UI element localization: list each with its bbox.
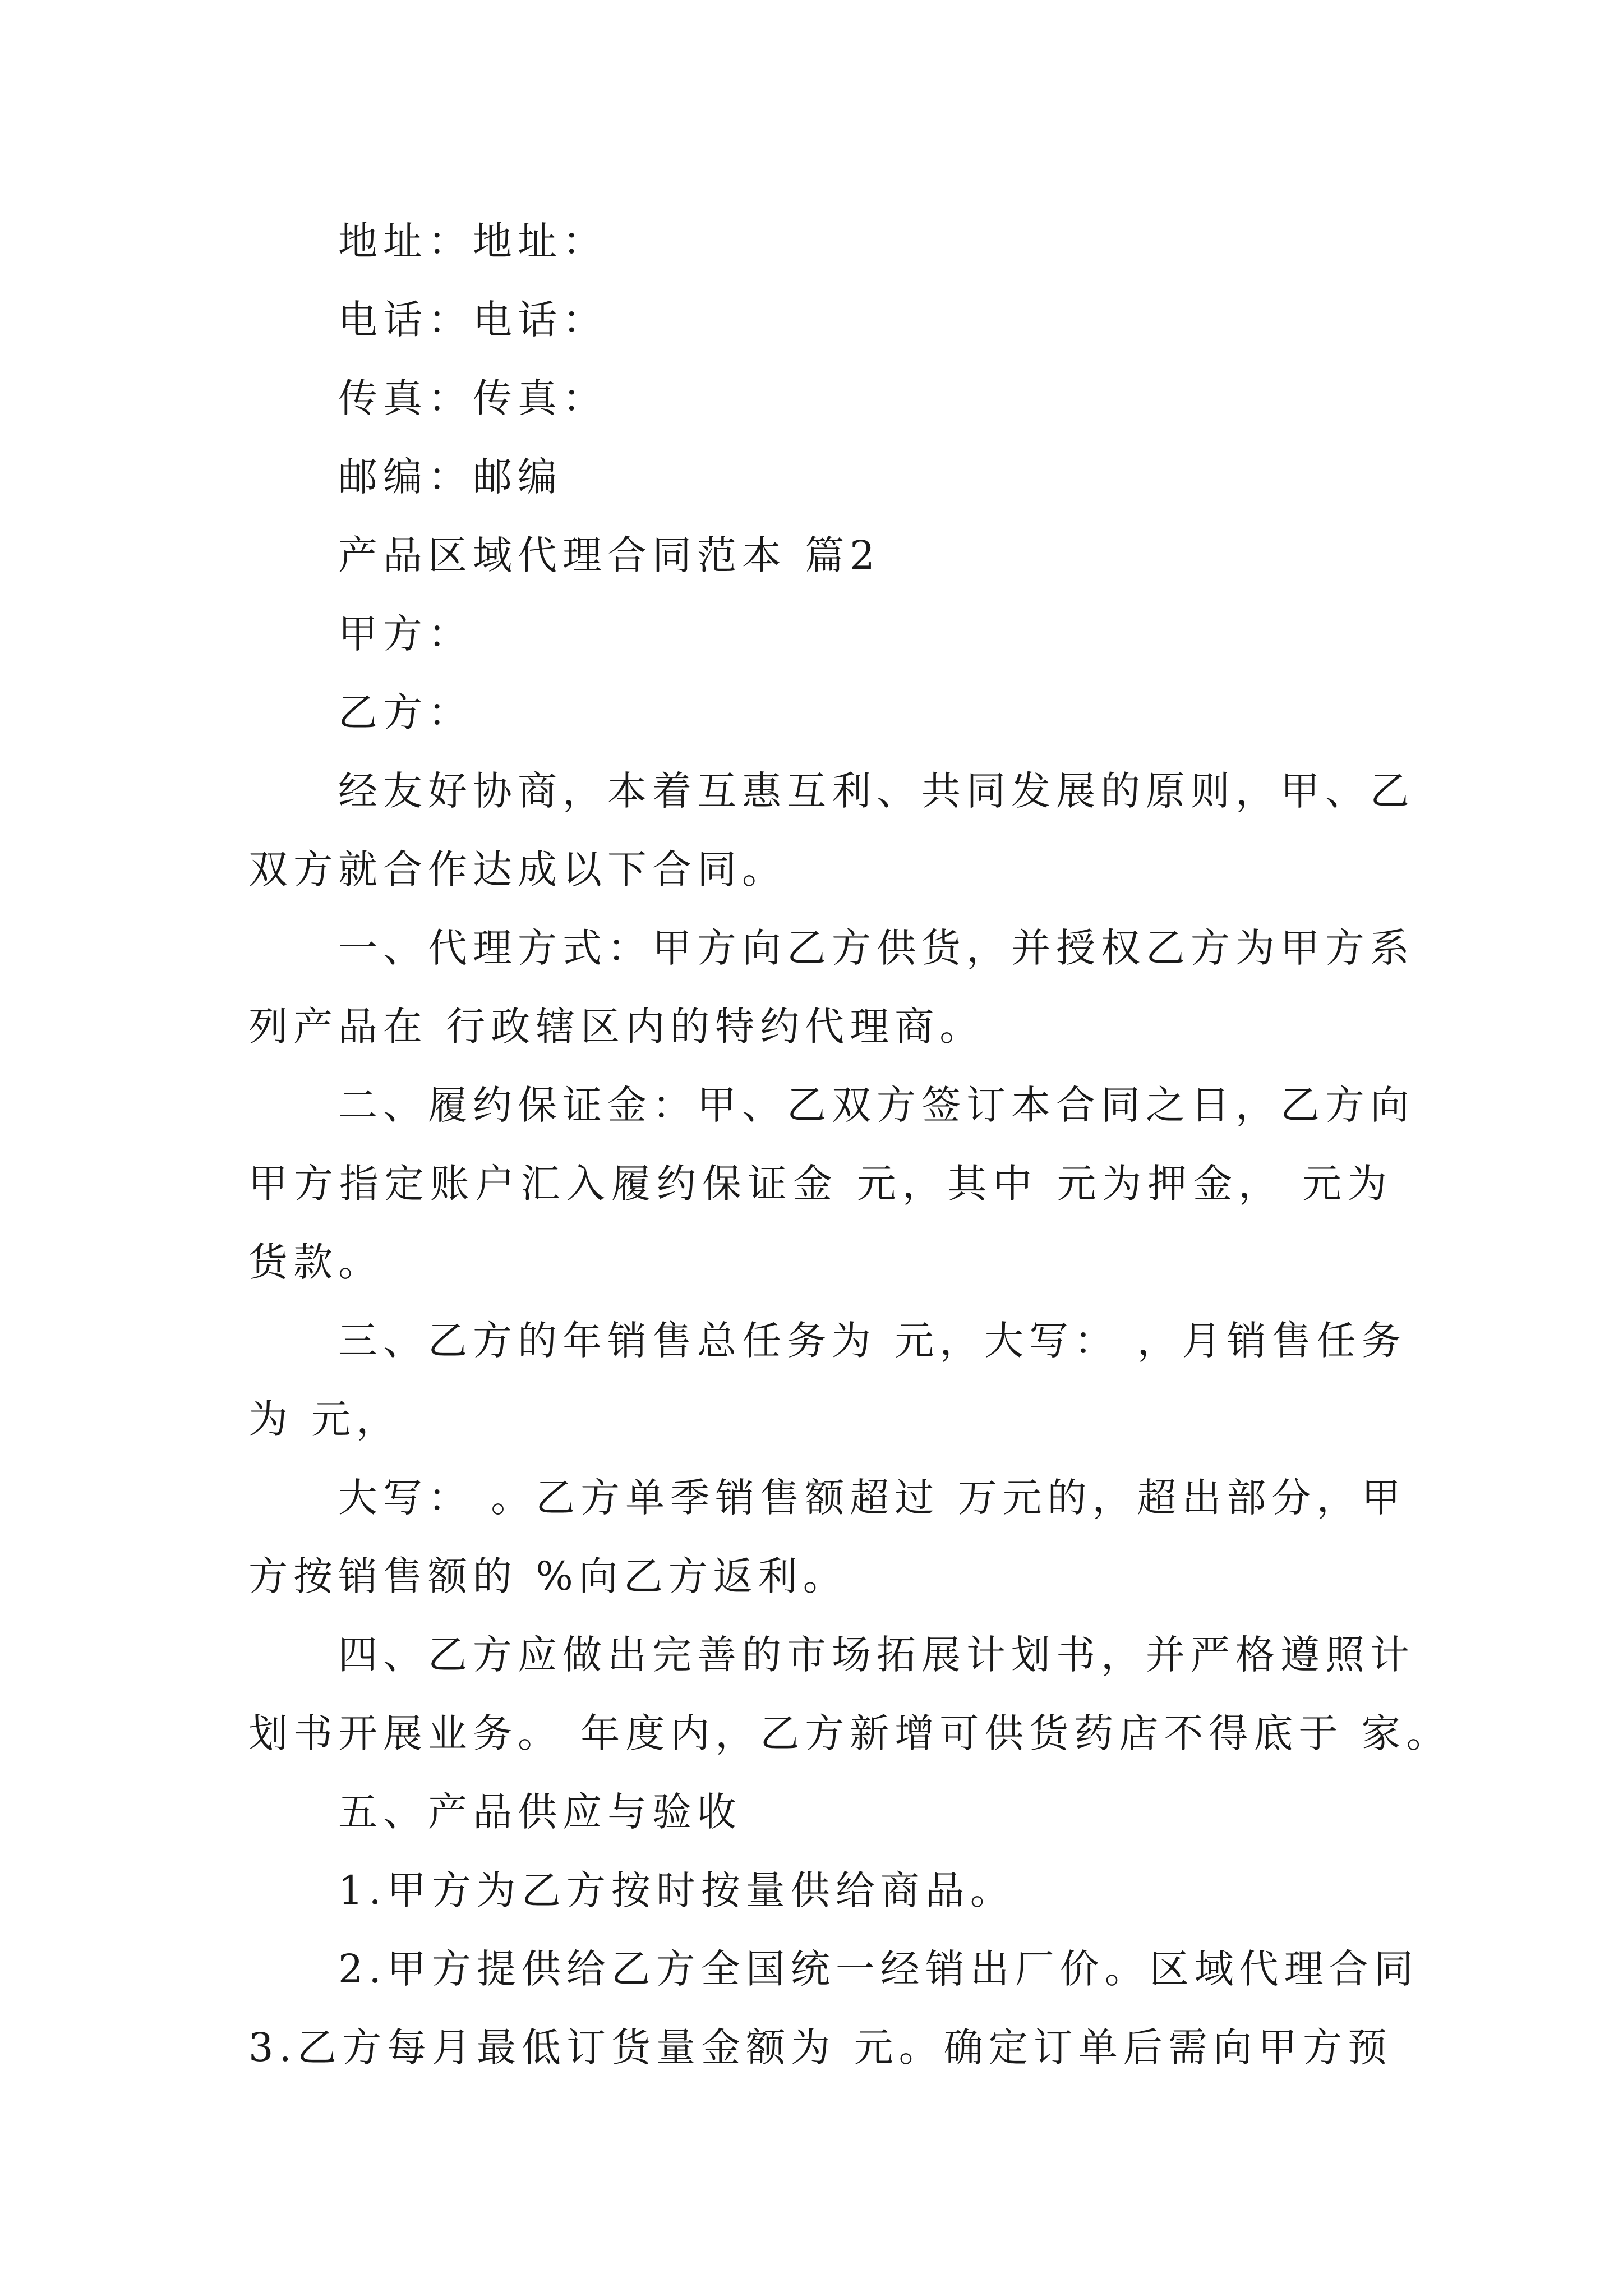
text-line: 2.甲方提供给乙方全国统一经销出厂价。区域代理合同 [338,1946,1419,1992]
text-line: 3.乙方每月最低订货量金额为 元。确定订单后需向甲方预 [248,2024,1393,2070]
text-line: 为 元， [248,1396,402,1442]
text-line: 五、产品供应与验收 [338,1789,742,1835]
text-line: 乙方： [338,689,473,735]
text-line: 方按销售额的 %向乙方返利。 [248,1553,848,1599]
text-line: 传真：传真： [338,375,607,421]
text-line: 划书开展业务。 年度内，乙方新增可供货药店不得底于 家。 [248,1710,1451,1756]
text-line: 甲方： [338,611,473,657]
text-line: 地址：地址： [338,218,607,264]
text-line: 列产品在 行政辖区内的特约代理商。 [248,1004,985,1050]
text-line: 经友好协商，本着互惠互利、共同发展的原则，甲、乙 [338,768,1415,814]
text-line: 1.甲方为乙方按时按量供给商品。 [338,1867,1015,1913]
document-body [248,202,1451,2087]
text-line: 双方就合作达成以下合同。 [248,846,787,892]
text-line: 三、乙方的年销售总任务为 元，大写： ，月销售任务 [338,1318,1407,1364]
text-line: 货款。 [248,1239,383,1285]
text-line: 大写： 。乙方单季销售额超过 万元的，超出部分，甲 [338,1475,1407,1521]
text-line: 甲方指定账户汇入履约保证金 元，其中 元为押金， 元为 [248,1161,1393,1207]
text-line: 邮编：邮编 [338,454,562,500]
text-line: 电话：电话： [338,297,607,343]
text-line: 一、代理方式：甲方向乙方供货，并授权乙方为甲方系 [338,925,1415,971]
text-line: 四、乙方应做出完善的市场拓展计划书，并严格遵照计 [338,1632,1415,1678]
section-heading: 产品区域代理合同范本 篇2 [338,532,880,578]
text-line: 二、履约保证金：甲、乙双方签订本合同之日，乙方向 [338,1082,1415,1128]
